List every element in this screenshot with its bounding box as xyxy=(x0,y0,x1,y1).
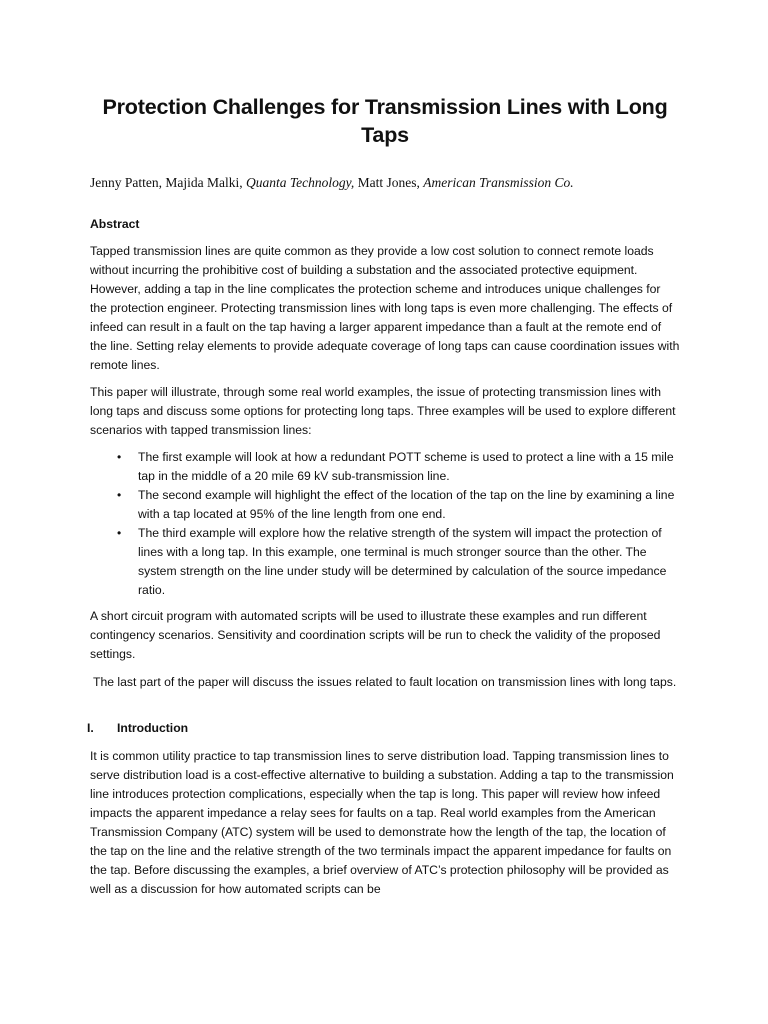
list-item xyxy=(90,448,680,486)
author-affiliation-1: Quanta Technology, xyxy=(245,175,355,190)
introduction-paragraph-1: It is common utility practice to tap transmission lines to serve distribution load. Tapping transmission lines to serve distribution load is a cost-effective alternative to building a substation. Adding a tap to the transmission line introduces protection complications, especially when the tap is long. This paper will review how infeed impacts the apparent impedance a relay sees for faults on a tap. Real world examples from the American Transmission Company (ATC) system will be used to demonstrate how the length of the tap, the location of the tap on the line and the relative strength of the two terminals impact the apparent impedance for faults on the tap. Before discussing the examples, a brief overview of ATC’s protection philosophy will be provided as well as a discussion for how automated scripts can be xyxy=(90,749,674,896)
introduction-heading xyxy=(87,692,680,737)
author-names-1: Jenny Patten, Majida Malki, xyxy=(90,175,246,190)
abstract-heading: Abstract xyxy=(90,217,140,231)
bullet-icon: • xyxy=(117,526,122,540)
list-item xyxy=(90,524,680,600)
list-item-text: The first example will look at how a redundant POTT scheme is used to protect a line with a 15 mile tap in the middle of a 20 mile 69 kV sub-transmission line. xyxy=(138,450,674,483)
paper-title: Protection Challenges for Transmission Lines with Long Taps xyxy=(102,95,668,147)
bullet-icon: • xyxy=(117,450,122,464)
abstract-paragraph-3: A short circuit program with automated scripts will be used to illustrate these examples and run different contingency scenarios. Sensitivity and coordination scripts will be run to check the validity of the proposed settings. xyxy=(90,609,661,661)
abstract-paragraph-4: The last part of the paper will discuss the issues related to fault location on transmission lines with long taps. xyxy=(93,675,677,689)
list-item-text: The second example will highlight the effect of the location of the tap on the line by examining a line with a tap located at 95% of the line length from one end. xyxy=(138,488,675,521)
bullet-icon: • xyxy=(117,488,122,502)
section-title: Introduction xyxy=(117,721,189,735)
author-line xyxy=(90,149,680,192)
examples-list xyxy=(90,440,680,600)
author-names-2: Matt Jones, xyxy=(354,175,424,190)
abstract-paragraph-2: This paper will illustrate, through some real world examples, the issue of protecting transmission lines with long taps and discuss some options for protecting long taps. Three examples will be used to explore different scenarios with tapped transmission lines: xyxy=(90,385,676,437)
list-item-text: The third example will explore how the relative strength of the system will impact the protection of lines with a long tap. In this example, one terminal is much stronger source than the other. The system strength on the line under study will be determined by calculation of the source impedance ratio. xyxy=(138,526,667,597)
section-number: I. xyxy=(87,721,94,735)
author-affiliation-2: American Transmission Co. xyxy=(423,175,574,190)
list-item xyxy=(90,486,680,524)
abstract-paragraph-1: Tapped transmission lines are quite common as they provide a low cost solution to connect remote loads without incurring the prohibitive cost of building a substation and the associated protective equipment. However, adding a tap in the line complicates the protection scheme and introduces unique challenges for the protection engineer. Protecting transmission lines with long taps is even more challenging. The effects of infeed can result in a fault on the tap having a larger apparent impedance than a fault at the remote end of the line. Setting relay elements to provide adequate coverage of long taps can cause coordination issues with remote lines. xyxy=(90,244,680,372)
